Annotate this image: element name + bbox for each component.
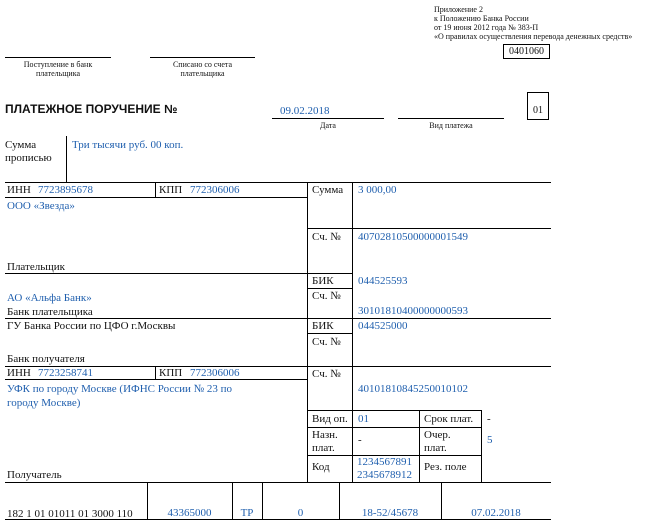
payer-bottom-line <box>5 273 307 274</box>
payee-corr-account-label: Сч. № <box>312 336 341 348</box>
payee-bik-value: 044525000 <box>358 320 408 332</box>
col-divider-2 <box>352 182 353 482</box>
doc-date-value: 07.02.2018 <box>471 507 521 519</box>
payer-bank-label: Банк плательщика <box>7 306 93 318</box>
payer-inn-label: ИНН <box>7 184 31 196</box>
reserve-label: Рез. поле <box>424 461 467 473</box>
kbk-value: 182 1 01 01011 01 3000 110 <box>7 508 133 520</box>
oktmo-value: 43365000 <box>167 507 212 519</box>
op-purpose-line <box>307 427 481 428</box>
inn-row-line <box>5 197 307 198</box>
amount-words-label-1: Сумма <box>5 139 37 151</box>
payer-corr-account-label: Сч. № <box>312 290 341 302</box>
annex-line-2: к Положению Банка России <box>434 14 529 23</box>
code-value-1: 1234567891 <box>357 456 412 468</box>
payer-account-value: 40702810500000001549 <box>358 231 468 243</box>
payee-inn-value: 7723258741 <box>38 367 93 379</box>
payee-kpp-value: 772306006 <box>190 367 240 379</box>
code-label: Код <box>312 461 330 473</box>
amount-words-value: Три тысячи руб. 00 коп. <box>72 139 184 151</box>
priority-label-2: плат. <box>424 442 447 454</box>
purpose-label-1: Назн. <box>312 429 338 441</box>
purpose-label-2: плат. <box>312 442 335 454</box>
payer-inn-value: 7723895678 <box>38 184 93 196</box>
amount-value: 3 000,00 <box>358 184 397 196</box>
page-title: ПЛАТЕЖНОЕ ПОРУЧЕНИЕ № <box>5 102 178 116</box>
col-divider-1 <box>307 182 308 482</box>
op-type-value: 01 <box>358 413 369 425</box>
debited-line <box>150 57 255 58</box>
received-label-1: Поступление в банк <box>23 60 93 69</box>
priority-label-1: Очер. <box>424 429 451 441</box>
term-label: Срок плат. <box>424 413 474 425</box>
payer-bik-value: 044525593 <box>358 275 408 287</box>
period-value: 0 <box>297 507 304 519</box>
priority-value: 5 <box>487 434 493 446</box>
payee-bank-label: Банк получателя <box>7 353 85 365</box>
doc-number-value: 18-52/45678 <box>361 507 419 519</box>
op-term-divider <box>419 410 420 482</box>
payee-name-line-2: городу Москве) <box>7 397 81 409</box>
bik2-bottom-line <box>307 333 352 334</box>
op-type-label: Вид оп. <box>312 413 348 425</box>
payee-account-label: Сч. № <box>312 368 341 380</box>
term-value: - <box>487 413 491 425</box>
payee-bottom-line <box>5 482 551 483</box>
annex-line-1: Приложение 2 <box>434 5 483 14</box>
purpose-value: - <box>358 434 362 446</box>
payee-bank-name: ГУ Банка России по ЦФО г.Москвы <box>7 320 176 332</box>
payee-name-line-1: УФК по городу Москве (ИФНС России № 23 по <box>7 383 233 395</box>
payer-kpp-label: КПП <box>159 184 183 196</box>
date-label: Дата <box>320 121 336 130</box>
debited-label-1: Списано со счета <box>172 60 233 69</box>
bik1-bottom-line <box>307 288 352 289</box>
received-label-2: плательщика <box>35 69 81 78</box>
bik1-top-line <box>307 273 352 274</box>
payer-bik-label: БИК <box>312 275 334 287</box>
payer-inn-kpp-divider <box>155 182 156 197</box>
annex-line-3: от 19 июня 2012 года № 383-П <box>434 23 539 32</box>
payer-bank-name: АО «Альфа Банк» <box>7 292 92 304</box>
basis-value: ТР <box>240 507 254 519</box>
payer-account-label: Сч. № <box>312 231 341 243</box>
amount-label: Сумма <box>312 184 344 196</box>
term-value-divider <box>481 410 482 482</box>
code-value-2: 2345678912 <box>357 469 412 481</box>
payee-account-value: 40101810845250010102 <box>358 383 468 395</box>
debited-label-2: плательщика <box>180 69 225 78</box>
status-code: 01 <box>527 92 549 120</box>
amount-words-divider <box>66 136 67 182</box>
date-value: 09.02.2018 <box>280 105 330 117</box>
op-top-line <box>307 410 481 411</box>
payment-type-label: Вид платежа <box>429 121 473 130</box>
payer-corr-account-value: 30101810400000000593 <box>358 305 468 317</box>
received-line <box>5 57 111 58</box>
payee-bik-label: БИК <box>312 320 334 332</box>
payee-inn-kpp-divider <box>155 366 156 379</box>
payee-inn-label: ИНН <box>7 367 31 379</box>
grid-line-top <box>5 182 551 183</box>
payee-inn-row-line <box>5 379 307 380</box>
form-code: 0401060 <box>503 44 550 59</box>
payee-label: Получатель <box>7 469 62 481</box>
amount-bottom-line <box>307 228 551 229</box>
payment-type-line <box>398 118 504 119</box>
annex-line-4: «О правилах осуществления перевода денежных средств» <box>434 32 633 41</box>
payee-kpp-label: КПП <box>159 367 183 379</box>
date-line <box>272 118 384 119</box>
payer-kpp-value: 772306006 <box>190 184 240 196</box>
payer-name: ООО «Звезда» <box>7 200 75 212</box>
amount-words-label-2: прописью <box>5 152 52 164</box>
payer-bank-bottom-line <box>5 318 551 319</box>
payer-label: Плательщик <box>7 261 65 273</box>
